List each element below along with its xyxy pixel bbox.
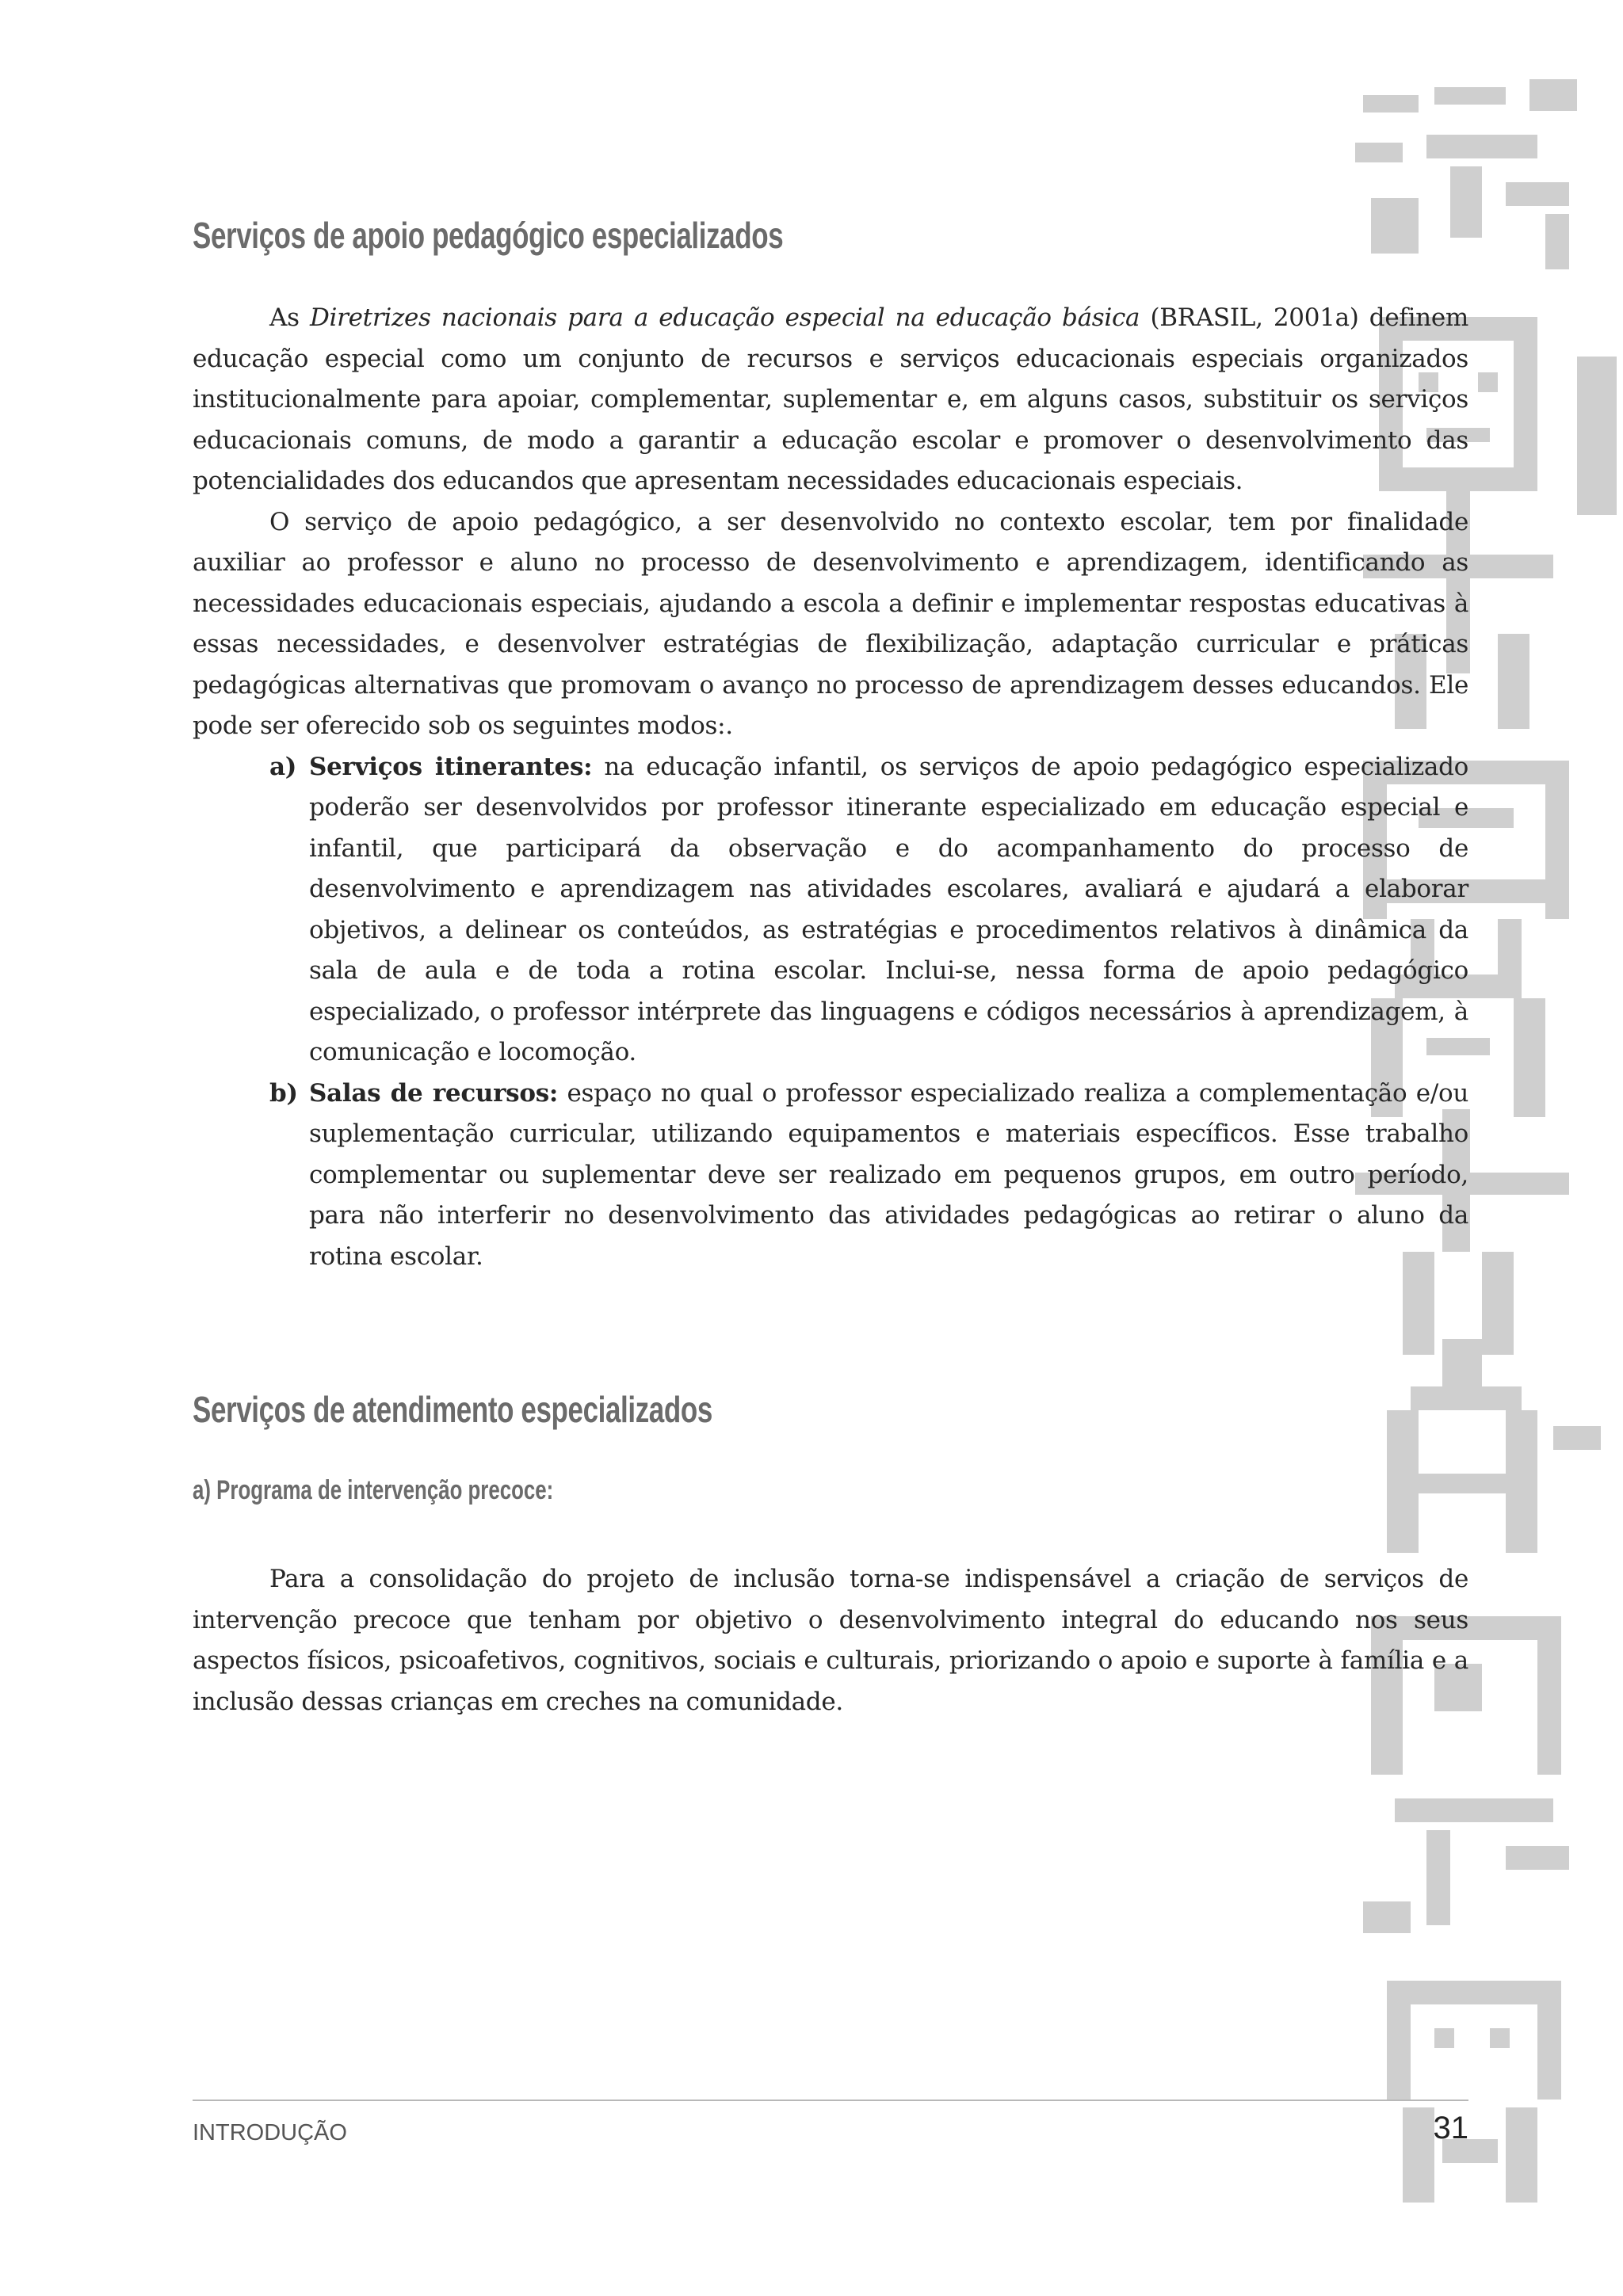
footer-section-label: INTRODUÇÃO bbox=[193, 2120, 347, 2145]
paragraph-intervencao-precoce: Para a consolidação do projeto de inclusão torna-se indispensável a criação de serviços de intervenção precoce que tenham por objetivo o desenvolvimento integral do educando nos seus aspectos físicos, psicoafetivos, cognitivos, sociais e culturais, priorizando o apoio e suporte à família e a inclusão dessas crianças em creches na comunidade. bbox=[193, 1565, 1468, 1716]
list-item-salas-de-recursos: b) Salas de recursos: espaço no qual o professor especializado realiza a complementação e/ou suplementação curricular, utilizando equipamentos e materiais específicos. Esse trabalho complementar ou suplementar deve ser realizado em pequenos grupos, em outro período, para não interferir no desenvolvimento das atividades pedagógicas ao retirar o aluno da rotina escolar. bbox=[193, 1074, 1468, 1278]
footer-divider bbox=[193, 2100, 1468, 2101]
section-apoio-pedagogico-body bbox=[193, 298, 1468, 1277]
page-number: 31 bbox=[1433, 2111, 1468, 2145]
section-atendimento-body bbox=[193, 1559, 1468, 1722]
item-title-servicos-itinerantes: Serviços itinerantes: bbox=[309, 752, 593, 781]
section-title-atendimento: Serviços de atendimento especializados bbox=[193, 1389, 712, 1430]
item-title-salas-de-recursos: Salas de recursos: bbox=[309, 1078, 558, 1108]
section-title-apoio-pedagogico: Serviços de apoio pedagógico especializados bbox=[193, 215, 784, 256]
paragraph-diretrizes: As Diretrizes nacionais para a educação especial na educação básica (BRASIL, 2001a) definem educação especial como um conjunto de recursos e serviços educacionais especiais organizados institucionalmente para apoiar, complementar, suplementar e, em alguns casos, substituir os serviços educacionais comuns, de modo a garantir a educação escolar e promover o desenvolvimento das potencialidades dos educandos que apresentam necessidades educacionais especiais. bbox=[193, 303, 1468, 495]
diretrizes-title: Diretrizes nacionais para a educação especial na educação básica bbox=[309, 303, 1140, 332]
subsection-title-intervencao-precoce: a) Programa de intervenção precoce: bbox=[193, 1475, 554, 1505]
list-marker-a: a) bbox=[269, 752, 297, 781]
list-item-servicos-itinerantes: a) Serviços itinerantes: na educação infantil, os serviços de apoio pedagógico especializado poderão ser desenvolvidos por professor itinerante especializado em educação especial e infantil, que participará da observação e do acompanhamento do processo de desenvolvimento e aprendizagem nas atividades escolares, avaliará e ajudará a elaborar objetivos, a delinear os conteúdos, as estratégias e procedimentos relativos à dinâmica da sala de aula e de toda a rotina escolar. Inclui-se, nessa forma de apoio pedagógico especializado, o professor intérprete das linguagens e códigos necessários à aprendizagem, à comunicação e locomoção. bbox=[193, 747, 1468, 1074]
paragraph-servico-apoio: O serviço de apoio pedagógico, a ser desenvolvido no contexto escolar, tem por finalidade auxiliar ao professor e aluno no processo de desenvolvimento e aprendizagem, identificando as necessidades educacionais especiais, ajudando a escola a definir e implementar respostas educativas à essas necessidades, e desenvolver estratégias de flexibilização, adaptação curricular e práticas pedagógicas alternativas que promovam o avanço no processo de aprendizagem desses educandos. Ele pode ser oferecido sob os seguintes modos:. bbox=[193, 507, 1468, 740]
list-marker-b: b) bbox=[269, 1078, 298, 1108]
